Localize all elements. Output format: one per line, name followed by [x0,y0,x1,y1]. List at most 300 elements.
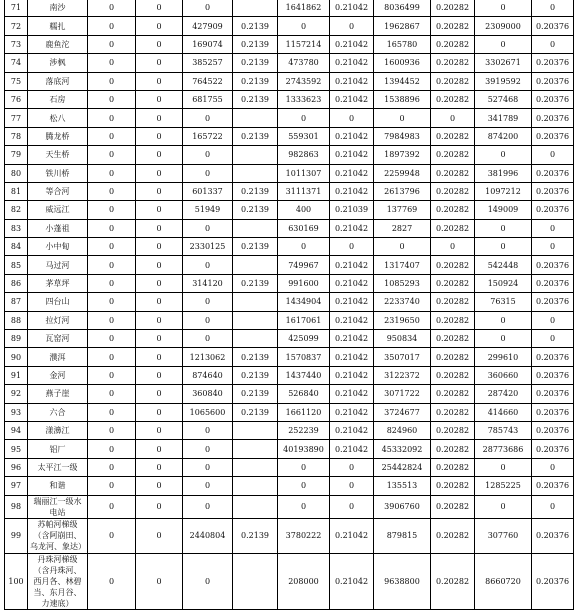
value-col-4: 0 [278,495,330,518]
rate-col-3 [233,311,278,329]
station-name: 濮洱 [28,348,88,366]
rate-col-5: 0.20282 [431,164,475,182]
value-col-2: 0 [136,35,183,53]
value-col-6: 1097212 [475,182,532,200]
rate-col-5: 0.20282 [431,17,475,35]
value-col-3: 874640 [183,366,233,384]
row-number: 91 [5,366,28,384]
value-col-6: 0 [475,311,532,329]
value-col-2: 0 [136,0,183,17]
value-col-3: 0 [183,495,233,518]
station-name: 南沙 [28,0,88,17]
rate-col-4: 0.21042 [330,366,374,384]
value-col-1: 0 [88,403,136,421]
rate-col-3: 0.2139 [233,518,278,553]
rate-col-6: 0 [532,311,574,329]
value-col-2: 0 [136,385,183,403]
station-name: 金河 [28,366,88,384]
station-name: 六合 [28,403,88,421]
value-col-1: 0 [88,330,136,348]
station-name: 漾濞江 [28,421,88,439]
value-col-2: 0 [136,274,183,292]
rate-col-5: 0.20282 [431,311,475,329]
table-row [5,35,574,53]
value-col-1: 0 [88,90,136,108]
value-col-2: 0 [136,311,183,329]
rate-col-3 [233,330,278,348]
value-col-1: 0 [88,35,136,53]
row-number: 80 [5,164,28,182]
rate-col-6: 0.20376 [532,421,574,439]
table-row [5,348,574,366]
value-col-4: 0 [278,109,330,127]
rate-col-6: 0.20376 [532,90,574,108]
station-name: 小蓬祖 [28,219,88,237]
rate-col-5: 0.20282 [431,0,475,17]
value-col-6: 299610 [475,348,532,366]
rate-col-6: 0 [532,146,574,164]
value-col-5: 165780 [374,35,431,53]
rate-col-3 [233,458,278,476]
rate-col-5: 0.20282 [431,90,475,108]
value-col-1: 0 [88,72,136,90]
rate-col-6: 0.20376 [532,164,574,182]
table-row [5,421,574,439]
rate-col-5: 0.20282 [431,421,475,439]
value-col-6: 8660720 [475,553,532,609]
row-number: 96 [5,458,28,476]
value-col-1: 0 [88,348,136,366]
rate-col-4: 0.21042 [330,182,374,200]
value-col-2: 0 [136,219,183,237]
rate-col-3: 0.2139 [233,90,278,108]
value-col-1: 0 [88,238,136,256]
value-col-3: 427909 [183,17,233,35]
value-col-1: 0 [88,311,136,329]
rate-col-5: 0.20282 [431,477,475,495]
rate-col-4: 0.21042 [330,54,374,72]
value-col-5: 0 [374,238,431,256]
rate-col-5: 0.20282 [431,256,475,274]
rate-col-4: 0.21042 [330,330,374,348]
rate-col-6: 0.20376 [532,127,574,145]
rate-col-5: 0.20282 [431,403,475,421]
rate-col-3: 0.2139 [233,201,278,219]
table-row [5,0,574,17]
row-number: 77 [5,109,28,127]
value-col-3: 1065600 [183,403,233,421]
rate-col-3: 0.2139 [233,238,278,256]
value-col-1: 0 [88,440,136,458]
rate-col-6: 0 [532,238,574,256]
value-col-1: 0 [88,274,136,292]
value-col-1: 0 [88,293,136,311]
value-col-3: 0 [183,146,233,164]
value-col-1: 0 [88,518,136,553]
value-col-5: 879815 [374,518,431,553]
rate-col-3: 0.2139 [233,274,278,292]
rate-col-3 [233,553,278,609]
rate-col-4: 0.21042 [330,72,374,90]
rate-col-3: 0.2139 [233,127,278,145]
value-col-5: 2613796 [374,182,431,200]
rate-col-6: 0 [532,330,574,348]
value-col-5: 2233740 [374,293,431,311]
station-name: 铁川桥 [28,164,88,182]
value-col-1: 0 [88,146,136,164]
value-col-6: 341789 [475,109,532,127]
table-row [5,90,574,108]
value-col-4: 1570837 [278,348,330,366]
rate-col-5: 0.20282 [431,219,475,237]
row-number: 100 [5,553,28,609]
row-number: 87 [5,293,28,311]
value-col-4: 1661120 [278,403,330,421]
value-col-5: 1085293 [374,274,431,292]
station-name: 石房 [28,90,88,108]
value-col-5: 2319650 [374,311,431,329]
value-col-1: 0 [88,54,136,72]
rate-col-5: 0.20282 [431,495,475,518]
station-name: 腾龙桥 [28,127,88,145]
station-name: 鹿鱼沱 [28,35,88,53]
value-col-5: 8036499 [374,0,431,17]
value-col-5: 3724677 [374,403,431,421]
value-col-2: 0 [136,201,183,219]
value-col-3: 360840 [183,385,233,403]
row-number: 90 [5,348,28,366]
settlement-table [4,0,574,610]
rate-col-5: 0.20282 [431,35,475,53]
value-col-3: 0 [183,256,233,274]
rate-col-4: 0 [330,458,374,476]
row-number: 72 [5,17,28,35]
row-number: 83 [5,219,28,237]
value-col-4: 40193890 [278,440,330,458]
value-col-6: 874200 [475,127,532,145]
rate-col-4: 0.21042 [330,553,374,609]
value-col-2: 0 [136,366,183,384]
table-row [5,127,574,145]
rate-col-5: 0.20282 [431,182,475,200]
rate-col-5: 0.20282 [431,330,475,348]
value-col-2: 0 [136,495,183,518]
table-row [5,403,574,421]
rate-col-5: 0.20282 [431,146,475,164]
table-row [5,109,574,127]
table-row [5,458,574,476]
row-number: 89 [5,330,28,348]
rate-col-5: 0.20282 [431,366,475,384]
value-col-2: 0 [136,330,183,348]
value-col-1: 0 [88,366,136,384]
rate-col-6: 0.20376 [532,518,574,553]
rate-col-6: 0.20376 [532,477,574,495]
table-row [5,256,574,274]
value-col-3: 385257 [183,54,233,72]
value-col-6: 0 [475,219,532,237]
rate-col-4: 0.21042 [330,385,374,403]
table-row [5,201,574,219]
rate-col-6: 0.20376 [532,17,574,35]
value-col-6: 0 [475,238,532,256]
rate-col-5: 0.20282 [431,201,475,219]
rate-col-6: 0.20376 [532,109,574,127]
value-col-3: 0 [183,311,233,329]
rate-col-6: 0 [532,219,574,237]
rate-col-4: 0.21042 [330,256,374,274]
rate-col-3: 0.2139 [233,72,278,90]
value-col-6: 542448 [475,256,532,274]
station-name: 拉灯河 [28,311,88,329]
station-name: 丹珠河梯级（含丹珠河、西月各、林碧当、东月谷、力速底） [28,553,88,609]
value-col-6: 414660 [475,403,532,421]
value-col-6: 0 [475,146,532,164]
value-col-4: 3780222 [278,518,330,553]
rate-col-4: 0.21042 [330,348,374,366]
rate-col-6: 0.20376 [532,366,574,384]
value-col-2: 0 [136,72,183,90]
row-number: 71 [5,0,28,17]
table-row [5,477,574,495]
value-col-2: 0 [136,256,183,274]
value-col-5: 1962867 [374,17,431,35]
value-col-3: 0 [183,219,233,237]
rate-col-6: 0 [532,35,574,53]
rate-col-6: 0.20376 [532,54,574,72]
value-col-6: 1285225 [475,477,532,495]
value-col-4: 0 [278,17,330,35]
value-col-4: 252239 [278,421,330,439]
value-col-2: 0 [136,293,183,311]
rate-col-4: 0.21042 [330,440,374,458]
value-col-6: 149009 [475,201,532,219]
rate-col-3 [233,164,278,182]
rate-col-3 [233,293,278,311]
value-col-6: 150924 [475,274,532,292]
value-col-5: 1394452 [374,72,431,90]
rate-col-3: 0.2139 [233,35,278,53]
value-col-1: 0 [88,421,136,439]
value-col-4: 1617061 [278,311,330,329]
rate-col-4: 0.21042 [330,127,374,145]
value-col-1: 0 [88,109,136,127]
rate-col-4: 0.21042 [330,293,374,311]
value-col-5: 0 [374,109,431,127]
table-row [5,72,574,90]
rate-col-6: 0.20376 [532,440,574,458]
rate-col-6: 0.20376 [532,201,574,219]
rate-col-6: 0.20376 [532,182,574,200]
value-col-1: 0 [88,219,136,237]
station-name: 落底河 [28,72,88,90]
value-col-1: 0 [88,17,136,35]
rate-col-4: 0.21042 [330,274,374,292]
value-col-3: 1213062 [183,348,233,366]
value-col-4: 2743592 [278,72,330,90]
table-row [5,182,574,200]
value-col-2: 0 [136,421,183,439]
row-number: 93 [5,403,28,421]
row-number: 92 [5,385,28,403]
station-name: 太平江一级 [28,458,88,476]
value-col-6: 381996 [475,164,532,182]
rate-col-6: 0 [532,458,574,476]
rate-col-5: 0.20282 [431,274,475,292]
value-col-1: 0 [88,127,136,145]
value-col-5: 135513 [374,477,431,495]
rate-col-6: 0.20376 [532,553,574,609]
value-col-6: 307760 [475,518,532,553]
value-col-5: 7984983 [374,127,431,145]
value-col-2: 0 [136,238,183,256]
table-row [5,385,574,403]
row-number: 76 [5,90,28,108]
value-col-5: 3071722 [374,385,431,403]
value-col-2: 0 [136,127,183,145]
rate-col-4: 0.21042 [330,164,374,182]
rate-col-4: 0 [330,238,374,256]
station-name: 天生桥 [28,146,88,164]
table-row [5,164,574,182]
value-col-2: 0 [136,54,183,72]
row-number: 88 [5,311,28,329]
value-col-6: 785743 [475,421,532,439]
value-col-3: 0 [183,293,233,311]
rate-col-6: 0.20376 [532,385,574,403]
value-col-6: 3919592 [475,72,532,90]
value-col-3: 601337 [183,182,233,200]
value-col-3: 0 [183,164,233,182]
value-col-6: 3302671 [475,54,532,72]
rate-col-3: 0.2139 [233,366,278,384]
rate-col-5: 0.20282 [431,127,475,145]
station-name: 四台山 [28,293,88,311]
value-col-4: 425099 [278,330,330,348]
value-col-4: 208000 [278,553,330,609]
table-row [5,146,574,164]
table-row [5,54,574,72]
row-number: 78 [5,127,28,145]
value-col-4: 982863 [278,146,330,164]
value-col-1: 0 [88,495,136,518]
value-col-4: 400 [278,201,330,219]
rate-col-6: 0 [532,495,574,518]
table-row [5,293,574,311]
value-col-6: 360660 [475,366,532,384]
value-col-4: 1641862 [278,0,330,17]
station-name: 和谐 [28,477,88,495]
table-body [5,0,574,609]
table-row [5,219,574,237]
row-number: 75 [5,72,28,90]
table-row [5,274,574,292]
value-col-4: 1011307 [278,164,330,182]
rate-col-5: 0.20282 [431,293,475,311]
value-col-4: 559301 [278,127,330,145]
rate-col-6: 0 [532,0,574,17]
station-name: 瓦窑河 [28,330,88,348]
station-name: 松八 [28,109,88,127]
row-number: 84 [5,238,28,256]
value-col-6: 0 [475,35,532,53]
value-col-2: 0 [136,164,183,182]
value-col-2: 0 [136,477,183,495]
value-col-6: 28773686 [475,440,532,458]
rate-col-4: 0.21042 [330,90,374,108]
value-col-3: 0 [183,440,233,458]
value-col-4: 0 [278,458,330,476]
rate-col-5: 0.20282 [431,458,475,476]
value-col-5: 25442824 [374,458,431,476]
value-col-5: 3507017 [374,348,431,366]
row-number: 94 [5,421,28,439]
value-col-3: 0 [183,109,233,127]
row-number: 74 [5,54,28,72]
station-name: 糯扎 [28,17,88,35]
rate-col-4: 0 [330,17,374,35]
rate-col-4: 0.21042 [330,0,374,17]
value-col-5: 1600936 [374,54,431,72]
rate-col-3: 0.2139 [233,17,278,35]
value-col-2: 0 [136,553,183,609]
value-col-5: 2259948 [374,164,431,182]
station-name: 等合河 [28,182,88,200]
value-col-1: 0 [88,385,136,403]
value-col-5: 45332092 [374,440,431,458]
value-col-3: 169074 [183,35,233,53]
rate-col-5: 0.20282 [431,54,475,72]
value-col-4: 3111371 [278,182,330,200]
station-name: 燕子崖 [28,385,88,403]
station-name: 铝厂 [28,440,88,458]
value-col-5: 1317407 [374,256,431,274]
rate-col-3: 0.2139 [233,182,278,200]
value-col-2: 0 [136,518,183,553]
station-name: 马过河 [28,256,88,274]
rate-col-3 [233,256,278,274]
value-col-6: 527468 [475,90,532,108]
value-col-1: 0 [88,0,136,17]
rate-col-5: 0.20282 [431,72,475,90]
row-number: 86 [5,274,28,292]
rate-col-5: 0 [431,109,475,127]
value-col-1: 0 [88,201,136,219]
station-name: 瑞丽江一级水电站 [28,495,88,518]
value-col-2: 0 [136,182,183,200]
value-col-3: 2440804 [183,518,233,553]
value-col-1: 0 [88,256,136,274]
value-col-2: 0 [136,109,183,127]
value-col-5: 1538896 [374,90,431,108]
value-col-3: 51949 [183,201,233,219]
value-col-3: 314120 [183,274,233,292]
rate-col-4: 0.21042 [330,311,374,329]
table-row [5,495,574,518]
row-number: 82 [5,201,28,219]
value-col-4: 0 [278,238,330,256]
value-col-6: 0 [475,0,532,17]
table-row [5,330,574,348]
value-col-3: 0 [183,477,233,495]
rate-col-3: 0.2139 [233,54,278,72]
value-col-5: 1897392 [374,146,431,164]
rate-col-3 [233,440,278,458]
row-number: 95 [5,440,28,458]
value-col-6: 2309000 [475,17,532,35]
table-row [5,553,574,609]
value-col-2: 0 [136,348,183,366]
